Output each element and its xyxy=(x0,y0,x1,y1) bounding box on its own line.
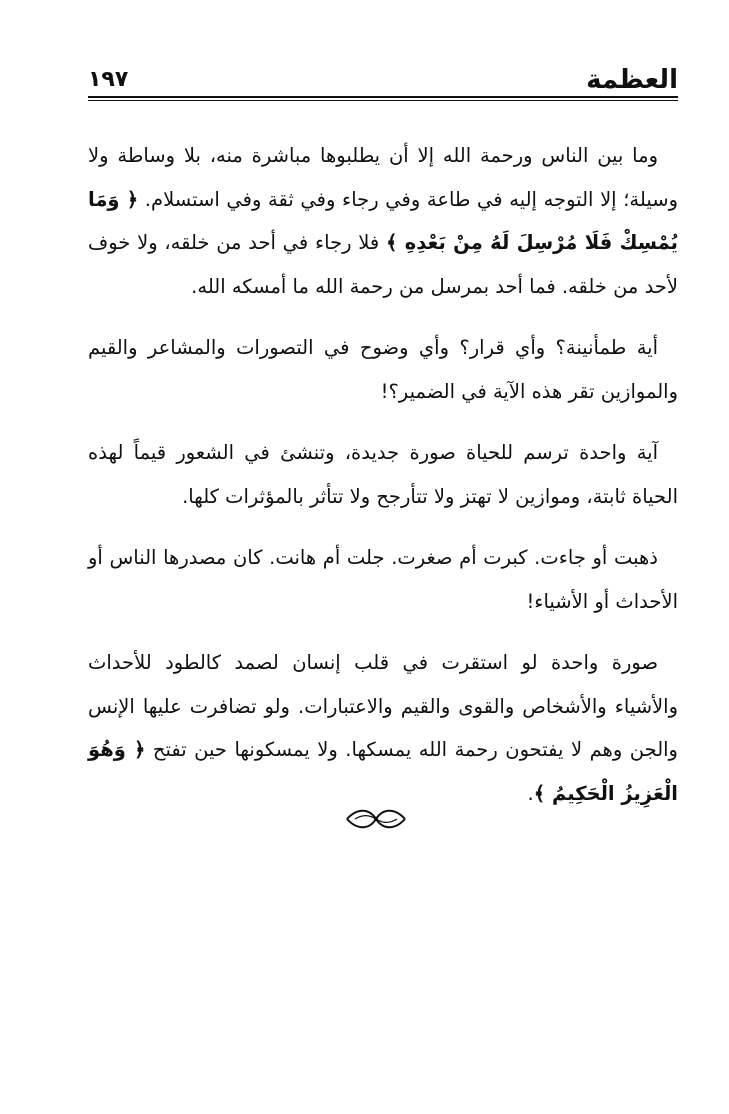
page-header xyxy=(88,58,678,98)
header-rule-thin xyxy=(88,100,678,101)
flourish-ornament-icon xyxy=(343,806,409,832)
paragraph-5 xyxy=(88,641,678,815)
chapter-title: العظمة xyxy=(586,65,678,95)
paragraph-text: . xyxy=(527,781,534,805)
paragraph-4: ذهبت أو جاءت. كبرت أم صغرت. جلت أم هانت. كان مصدرها الناس أو الأحداث أو الأشياء! xyxy=(88,546,678,613)
paragraph-text: وما بين الناس ورحمة الله إلا أن يطلبوها مباشرة منه، بلا وساطة ولا وسيلة؛ إلا التوجه إليه في طاعة وفي رجاء وفي ثقة وفي استسلام. xyxy=(88,144,678,211)
paragraph-2: أية طمأنينة؟ وأي قرار؟ وأي وضوح في التصورات والمشاعر والقيم والموازين تقر هذه الآية في الضمير؟! xyxy=(88,336,678,403)
header-rule xyxy=(88,96,678,98)
paragraph-1 xyxy=(88,134,678,308)
paragraph-3: آية واحدة ترسم للحياة صورة جديدة، وتنشئ في الشعور قيماً لهذه الحياة ثابتة، وموازين لا تهتز ولا تتأرجح ولا تتأثر بالمؤثرات كلها. xyxy=(88,441,678,508)
paragraph-text: فلا رجاء في أحد من خلقه، ولا خوف لأحد من خلقه. فما أحد بمرسل من رحمة الله ما أمسكه الله. xyxy=(88,231,678,298)
body-text xyxy=(88,134,678,833)
page-number: ١٩٧ xyxy=(88,67,129,92)
quran-verse: ﴿ وَمَا يُمْسِكْ فَلَا مُرْسِلَ لَهُ مِنْ بَعْدِهِ ﴾ xyxy=(88,187,679,254)
quran-verse: ﴿ وَهُوَ الْعَزِيزُ الْحَكِيمُ ﴾ xyxy=(88,738,678,805)
paragraph-text: صورة واحدة لو استقرت في قلب إنسان لصمد كالطود للأحداث والأشياء والأشخاص والقوى والقيم والاعتبارات. ولو تضافرت عليها الإنس والجن وهم لا يفتحون رحمة الله يمسكها. ولا يمسكونها حين تفتح xyxy=(88,651,678,761)
